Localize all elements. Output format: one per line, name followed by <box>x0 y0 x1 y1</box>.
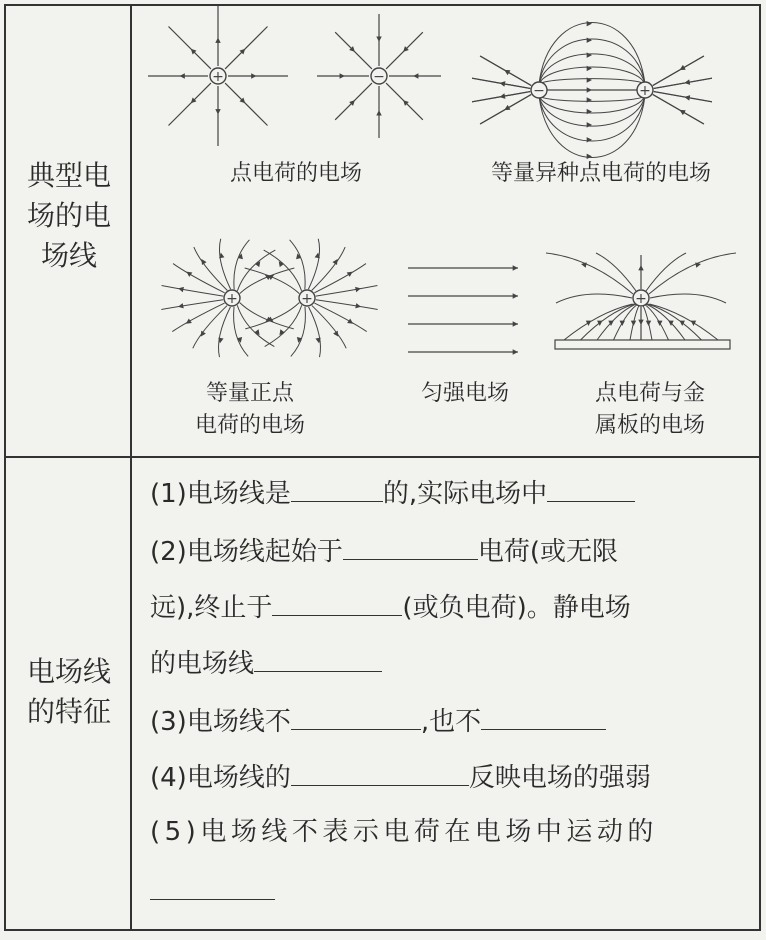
blank <box>291 475 383 502</box>
field-line <box>539 67 645 84</box>
feature-line-4 <box>150 644 382 684</box>
arrowhead <box>513 265 518 270</box>
arrowhead <box>638 320 643 325</box>
arrowhead <box>500 93 506 98</box>
field-line <box>649 253 736 294</box>
field-line <box>539 96 645 126</box>
arrowhead <box>587 122 592 127</box>
arrowhead <box>500 81 506 86</box>
feature-line-5 <box>150 702 606 742</box>
arrowhead <box>376 110 381 115</box>
blank <box>481 703 606 730</box>
blank <box>272 589 402 616</box>
arrowhead <box>178 287 184 292</box>
caption-opposite-pair: 等量异种点电荷的电场 <box>490 161 711 186</box>
arrowhead <box>251 73 256 78</box>
feature-2-text: (2)电场线起始于 <box>150 537 343 567</box>
metal-plate <box>555 340 730 349</box>
arrowhead <box>413 73 418 78</box>
arrowhead <box>186 318 192 323</box>
feature-line-3 <box>150 588 631 628</box>
field-line <box>219 239 230 289</box>
field-line <box>539 96 645 101</box>
blank <box>291 759 469 786</box>
row1-label: 典型电 场的电 场线 <box>26 159 111 272</box>
arrowhead <box>347 318 353 323</box>
arrowhead <box>355 287 361 292</box>
field-line <box>546 253 633 294</box>
field-line <box>308 239 319 289</box>
arrowhead <box>684 79 690 84</box>
feature-2-cont: 远),终止于 <box>150 593 273 623</box>
positive-charge-sign: + <box>301 291 313 307</box>
feature-line-7 <box>150 812 658 852</box>
feature-3-text-b: ,也不 <box>420 707 482 737</box>
field-line <box>225 83 267 125</box>
field-line <box>539 79 645 84</box>
feature-2-cont-b: (或负电荷)。静电场 <box>402 593 631 623</box>
arrowhead <box>376 37 381 42</box>
arrowhead <box>691 321 696 326</box>
feature-2-text-b: 电荷(或无限 <box>477 537 618 567</box>
opposite-pair-diagram <box>472 21 712 159</box>
arrowhead <box>587 137 592 142</box>
arrowhead <box>355 303 361 308</box>
field-line <box>539 54 645 84</box>
arrowhead <box>587 52 592 57</box>
arrowhead <box>684 95 690 100</box>
arrowhead <box>513 321 518 326</box>
arrowhead <box>340 73 345 78</box>
feature-line-1 <box>150 474 635 514</box>
arrowhead <box>597 321 602 326</box>
field-line <box>539 39 645 84</box>
arrowhead <box>215 38 220 43</box>
feature-line-2 <box>150 532 618 572</box>
row-divider <box>4 456 761 458</box>
arrowhead <box>587 21 592 26</box>
arrowhead <box>646 321 651 326</box>
arrowhead <box>513 349 518 354</box>
field-line <box>264 250 302 291</box>
caption-like-pair: 等量正点 电荷的电场 <box>194 381 305 438</box>
negative-charge-sign: − <box>373 69 385 85</box>
field-line <box>169 83 211 125</box>
feature-3-text: (3)电场线不 <box>150 707 291 737</box>
caption-uniform: 匀强电场 <box>420 381 509 406</box>
arrowhead <box>347 272 353 277</box>
arrowhead <box>586 321 591 326</box>
positive-charge-sign: + <box>635 291 647 307</box>
row2-label: 电场线 的特征 <box>26 655 111 728</box>
arrowhead <box>215 109 220 114</box>
feature-4-text: (4)电场线的 <box>150 763 291 793</box>
feature-5-text: (5)电场线不表示电荷在电场中运动的 <box>150 817 658 847</box>
arrowhead <box>186 272 192 277</box>
like-pair-diagram <box>161 239 377 357</box>
positive-charge-sign: + <box>212 69 224 85</box>
feature-1-text-b: 的,实际电场中 <box>382 479 548 509</box>
arrowhead <box>180 73 185 78</box>
arrowhead <box>513 293 518 298</box>
field-line <box>169 27 211 69</box>
feature-2-end: 的电场线 <box>150 649 255 679</box>
caption-charge-plate: 点电荷与金 属板的电场 <box>594 381 705 438</box>
positive-charge-sign: + <box>226 291 238 307</box>
arrowhead <box>638 265 643 270</box>
field-line <box>539 96 645 113</box>
blank <box>291 703 421 730</box>
feature-line-6 <box>150 758 651 798</box>
feature-4-text-b: 反映电场的强弱 <box>468 763 651 793</box>
field-line <box>650 294 726 303</box>
feature-line-8 <box>150 872 275 912</box>
field-line <box>556 294 632 303</box>
blank <box>343 533 478 560</box>
point-charge-diagrams <box>148 6 441 146</box>
arrowhead <box>587 37 592 42</box>
field-line <box>539 96 645 141</box>
arrowhead <box>680 321 685 326</box>
uniform-field-diagram <box>408 265 518 354</box>
field-line <box>309 307 321 357</box>
negative-charge-sign: − <box>533 83 545 99</box>
blank <box>150 873 275 900</box>
arrowhead <box>178 303 184 308</box>
arrowhead <box>587 87 592 92</box>
field-line <box>219 307 231 357</box>
field-line <box>225 27 267 69</box>
arrowhead <box>631 321 636 326</box>
blank <box>254 645 382 672</box>
arrowhead <box>587 66 592 71</box>
caption-point-charge: 点电荷的电场 <box>229 161 362 186</box>
positive-charge-sign: + <box>639 83 651 99</box>
field-line <box>237 250 275 291</box>
arrowhead <box>587 109 592 114</box>
feature-1-text: (1)电场线是 <box>150 479 291 509</box>
charge-plate-diagram <box>546 253 736 349</box>
blank <box>547 475 635 502</box>
